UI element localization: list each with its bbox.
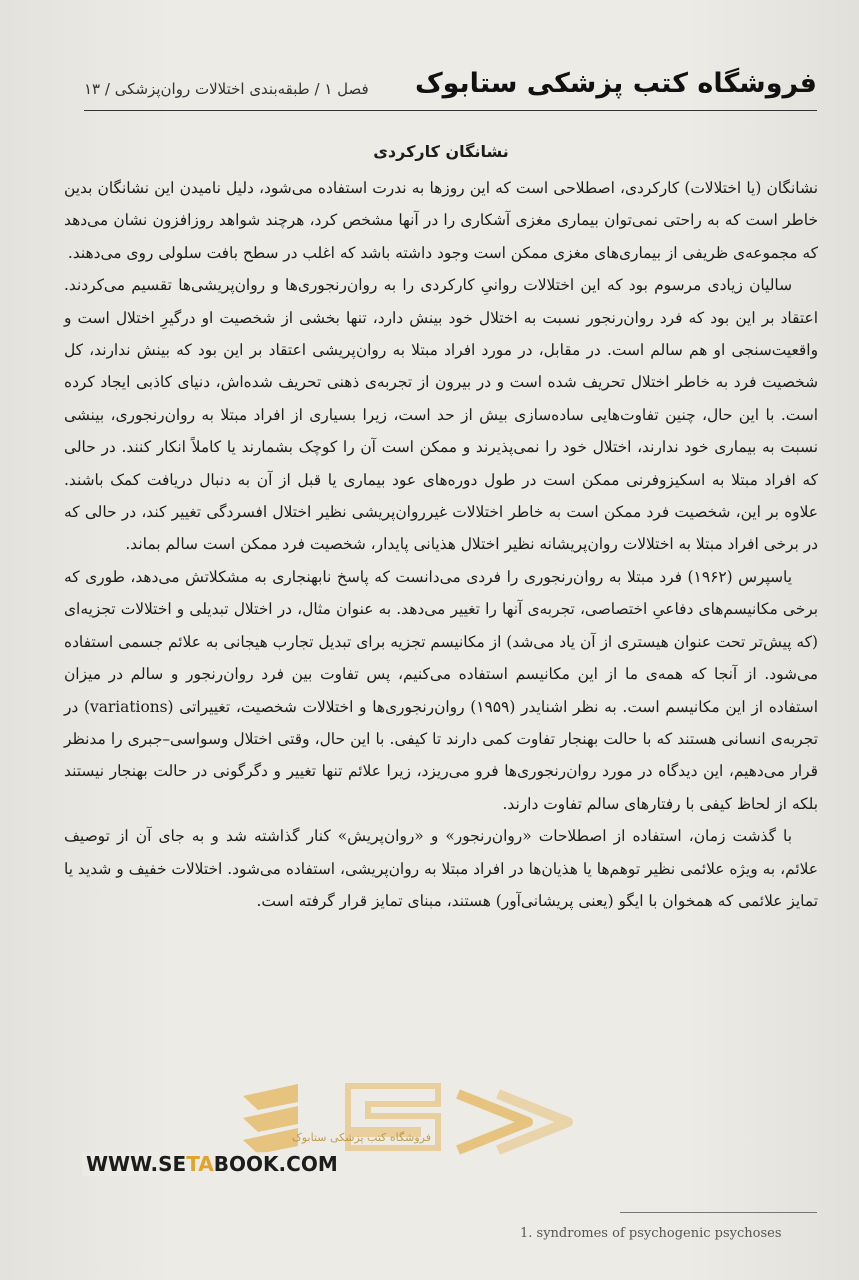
page-header [84,70,817,111]
page-body [64,132,818,917]
footnote: 1. syndromes of psychogenic psychoses [520,1226,782,1241]
running-head: فصل ۱ / طبقه‌بندی اختلالات روان‌پزشکی / ۱۳ [84,80,369,98]
url-accent: TA [186,1152,214,1176]
paragraph-1: نشانگان (یا اختلالات) کارکردی، اصطلاحی است که این روزها به ندرت استفاده می‌شود، دلیل نامیدن این نشانگان بدین خاطر است که به راحتی نمی‌توان بیماری مغزی آشکاری را در آنها مشخص کرد، هرچند شواهد روزافزون نشان می‌دهد که مجموعه‌ی ظریفی از بیماری‌های مغزی ممکن است وجود داشته باشد که اغلب در سطح بافت سلولی روی می‌دهند. [64,179,818,262]
url-prefix: WWW.SE [86,1152,187,1176]
section-title: نشانگان کارکردی [373,142,509,161]
watermark-subtitle: فروشگاه کتب پزشکی ستابوک [292,1131,431,1144]
paragraph-2: سالیان زیادی مرسوم بود که این اختلالات روانیِ کارکردی را به روان‌رنجوری‌ها و روان‌پریشی‌ها تقسیم می‌کردند. اعتقاد بر این بود که فرد روان‌رنجور نسبت به اختلال خود بینش دارد، تنها بخشی از شخصیت او درگیرِ اختلال است و واقعیت‌سنجی او هم سالم است. در مقابل، در مورد افراد مبتلا به روان‌پریشی اعتقاد بر این بود که بینش ندارند، کل شخصیت فرد به خاطر اختلال تحریف شده است و در بیرون از تجربه‌ی ذهنی تحریف شده‌اش، دنیای کاذبی ایجاد کرده است. با این حال، چنین تفاوت‌هایی ساده‌سازی بیش از حد است، زیرا بسیاری از افراد مبتلا به روان‌رنجوری، بینشی نسبت به بیماری خود ندارند، اختلال خود را نمی‌پذیرند و ممکن است آن را کوچک بشمارند یا کاملاً انکار کنند. در حالی که افراد مبتلا به اسکیزوفرنی ممکن است در طول دوره‌های عود بیماری یا قبل از آن به دنبال دریافت کمک باشند. علاوه بر این، شخصیت فرد ممکن است به خاطر اختلالات غیرروان‌پریشی نظیر اختلال افسردگی تغییر کند، در حالی که در برخی افراد مبتلا به اختلالات روان‌پریشانه نظیر اختلال هذیانی پایدار، شخصیت فرد ممکن است سالم بماند. [64,276,818,554]
url-suffix: BOOK.COM [213,1152,338,1176]
paragraph-4: با گذشت زمان، استفاده از اصطلاحات «روان‌رنجور» و «روان‌پریش» کنار گذاشته شد و به جای آن از توصیف علائم، به ویژه علائمی نظیر توهم‌ها یا هذیان‌ها در افراد مبتلا به روان‌پریشی، استفاده می‌شود. اختلالات خفیف و شدید یا تمایز علائمی که همخوان با ایگو (یعنی پریشانی‌آور) هستند، مبنای تمایز قرار گرفته است. [64,827,818,910]
footnote-divider [620,1212,817,1213]
watermark-url [82,1152,342,1176]
paragraph-3: یاسپرس (۱۹۶۲) فرد مبتلا به روان‌رنجوری را فردی می‌دانست که پاسخ نابهنجاری به مشکلاتش می‌دهد، طوری که برخی مکانیسم‌های دفاعیِ اختصاصی، تجربه‌ی آنها را تغییر می‌دهد. به عنوان مثال، در اختلال تبدیلی و اختلالات تجزیه‌ای (که پیش‌تر تحت عنوان هیستری از آن یاد می‌شد) از مکانیسم تجزیه برای تبدیل تجارب هیجانی به علائم جسمی استفاده می‌شود. از آنجا که همه‌ی ما از این مکانیسم استفاده می‌کنیم، پس تفاوت بین فرد روان‌رنجور و سالم در میزان استفاده از این مکانیسم است. به نظر اشنایدر (۱۹۵۹) روان‌رنجوری‌ها و اختلالات شخصیت، تغییراتی (variations) در تجربه‌ی انسانی هستند که با حالت بهنجار تفاوت کمی دارند تا کیفی. با این حال، وقتی اختلال وسواسی–جبری را مدنظر قرار می‌دهیم، این دیدگاه در مورد روان‌رنجوری‌ها فرو می‌ریزد، زیرا علائم تنها تغییر و دگرگونی در حالت بهنجار نیستند بلکه از لحاظ کیفی با رفتارهای سالم تفاوت دارند. [64,567,818,813]
brand-title: فروشگاه کتب پزشکی ستابوک [414,68,817,99]
